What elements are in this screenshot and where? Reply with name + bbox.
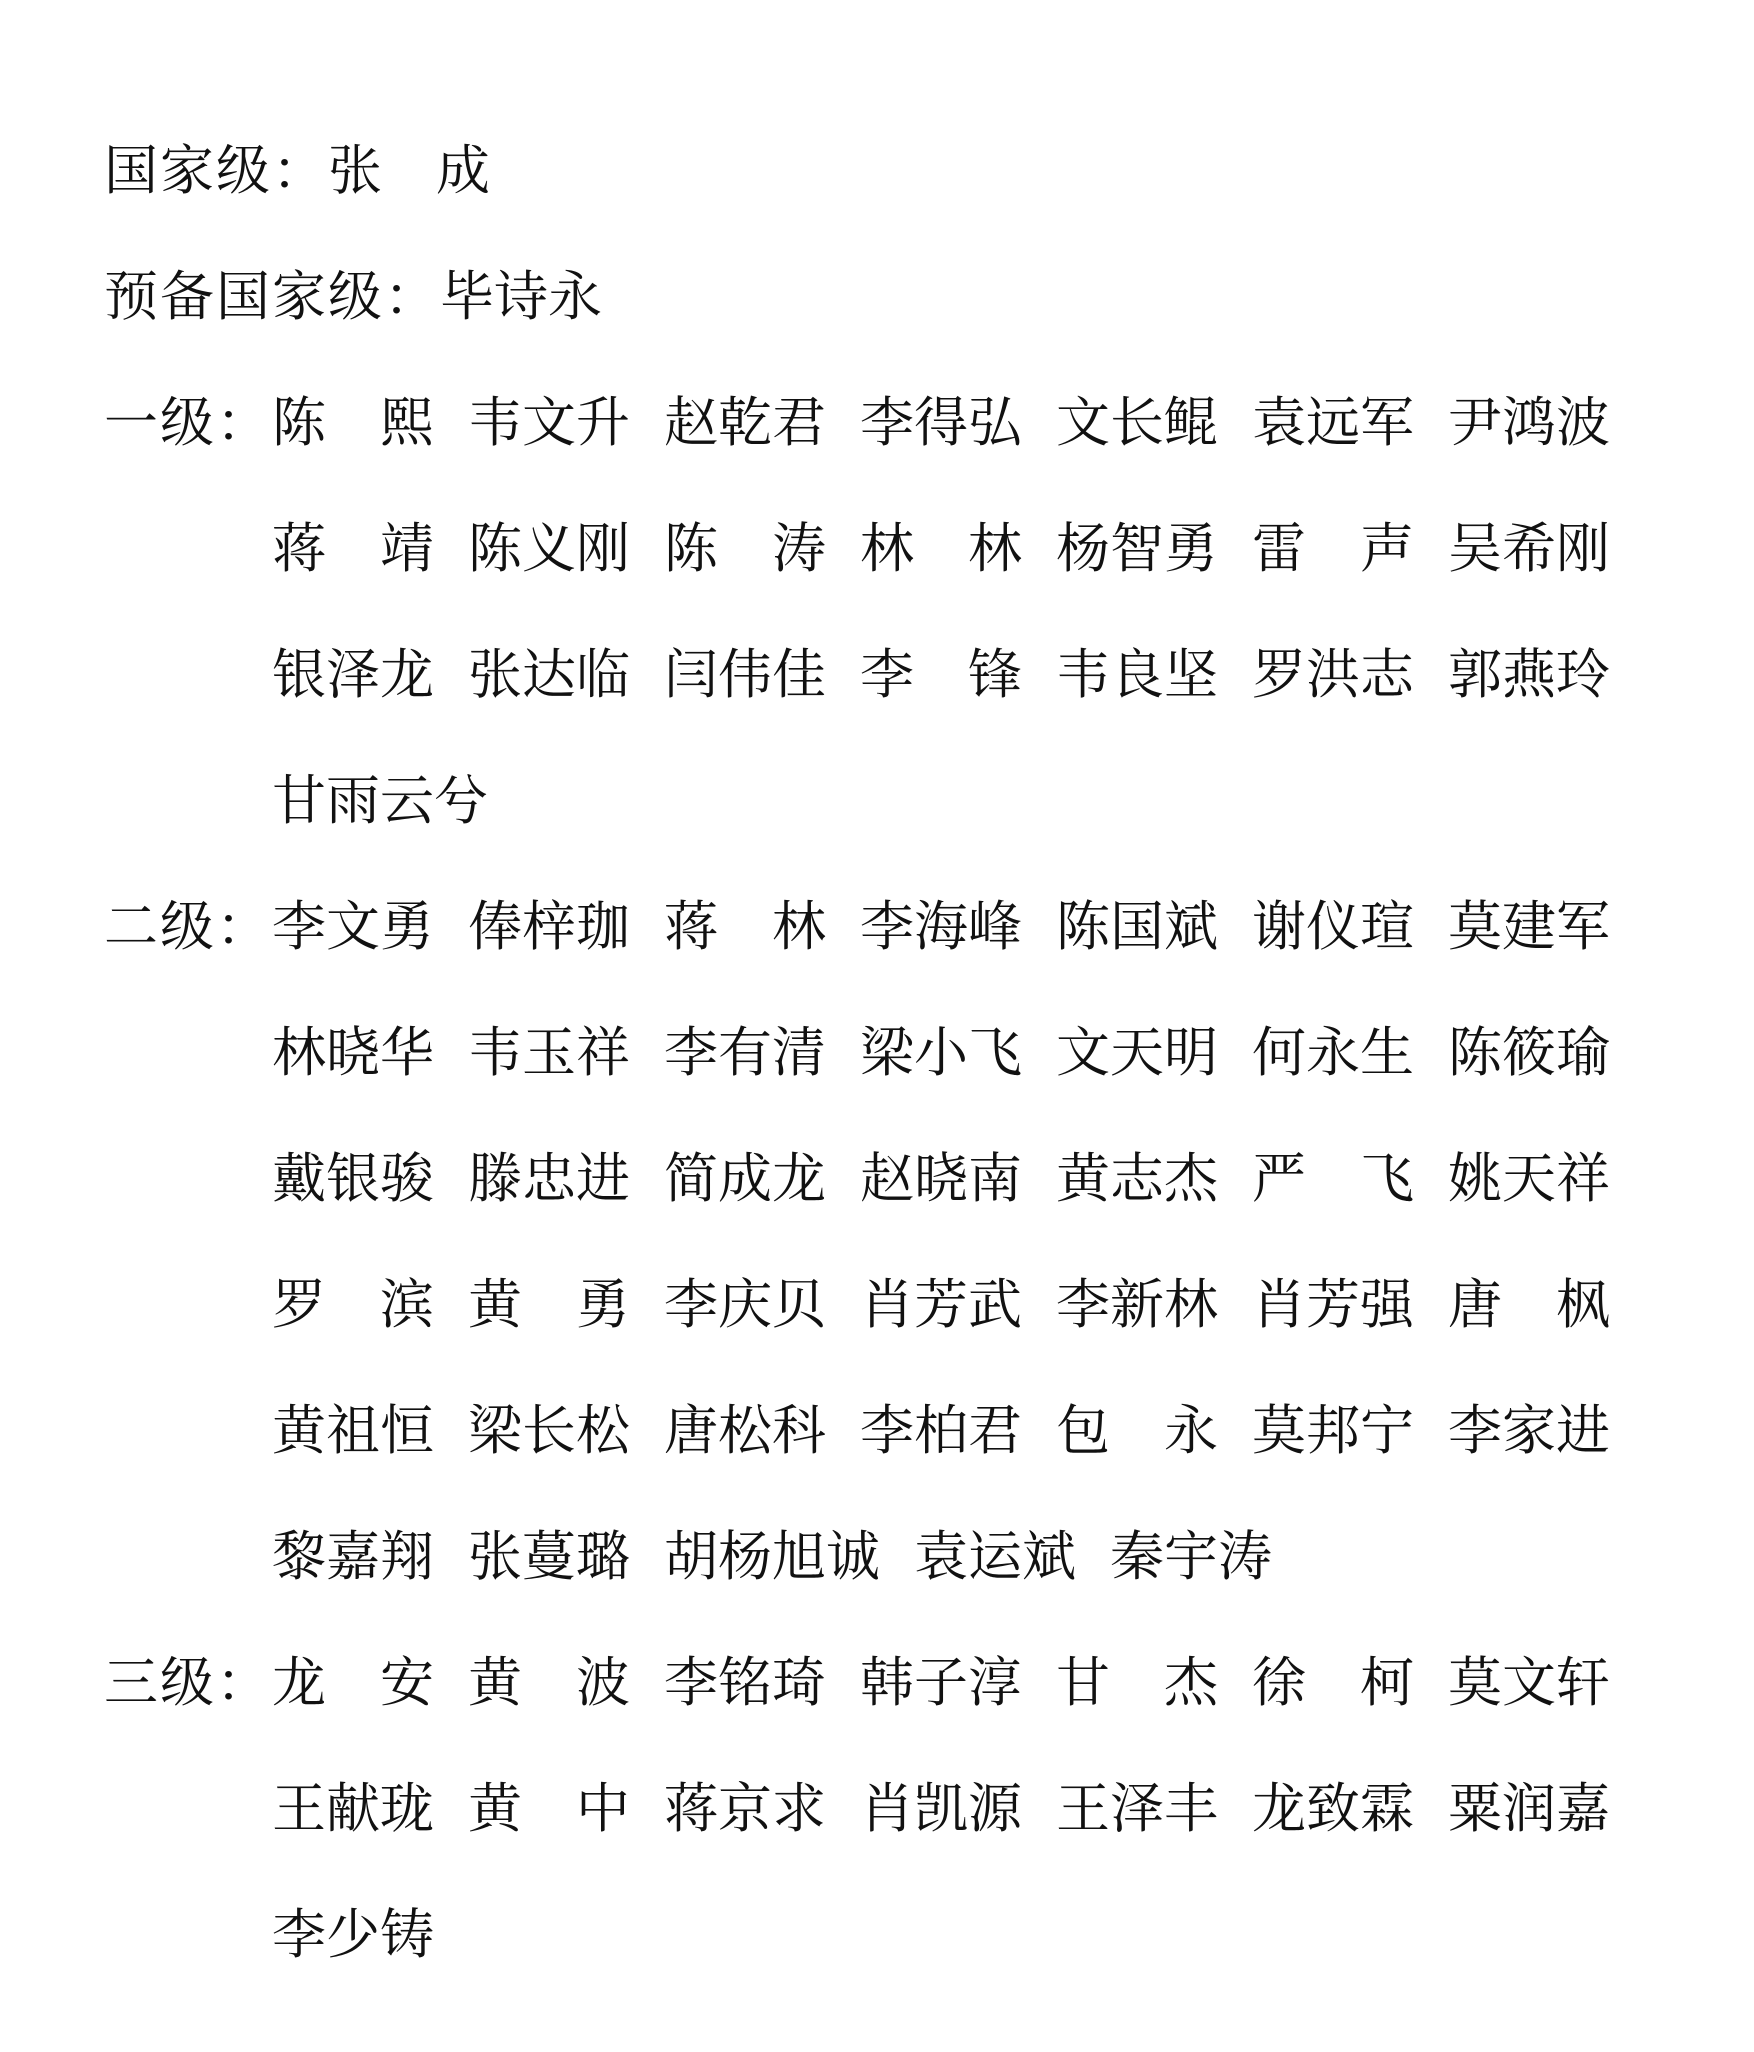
- referee-name: 李家进: [1448, 1399, 1610, 1462]
- referee-name: 何永生: [1252, 1021, 1414, 1084]
- referee-name: 赵乾君: [664, 391, 826, 454]
- referee-name: 韦玉祥: [468, 1021, 630, 1084]
- referee-name: 肖凯源: [860, 1777, 1022, 1840]
- national-value: 张 成: [328, 139, 490, 202]
- referee-name: 李柏君: [860, 1399, 1022, 1462]
- grade-row: [104, 360, 1724, 864]
- referee-name: 滕忠进: [468, 1147, 630, 1210]
- referee-name: 陈 涛: [664, 517, 826, 580]
- referee-name: 简成龙: [664, 1147, 826, 1210]
- referee-name: 尹鸿波: [1448, 391, 1610, 454]
- referee-name: 陈筱瑜: [1448, 1021, 1610, 1084]
- grade-label: 三级：: [104, 1651, 272, 1714]
- referee-name: 林 林: [860, 517, 1022, 580]
- national-row: [104, 108, 1724, 234]
- referee-name: 龙致霖: [1252, 1777, 1414, 1840]
- referee-name: 黄志杰: [1056, 1147, 1218, 1210]
- referee-name: 李文勇: [272, 895, 434, 958]
- referee-name: 肖芳武: [860, 1273, 1022, 1336]
- referee-name: 梁长松: [468, 1399, 630, 1462]
- referee-name: 莫文轩: [1448, 1651, 1610, 1714]
- referee-name: 文天明: [1056, 1021, 1218, 1084]
- referee-name: 陈义刚: [468, 517, 630, 580]
- reserve-national-label: 预备国家级：: [104, 265, 440, 328]
- referee-name: 黄 勇: [468, 1273, 630, 1336]
- referee-name: 郭燕玲: [1448, 643, 1610, 706]
- referee-name: 李 锋: [860, 643, 1022, 706]
- referee-name: 闫伟佳: [664, 643, 826, 706]
- grades-section: [104, 360, 1724, 1998]
- referee-name: 李得弘: [860, 391, 1022, 454]
- referee-name: 唐 枫: [1448, 1273, 1610, 1336]
- reserve-national-row: [104, 234, 1724, 360]
- referee-name: 杨智勇: [1056, 517, 1218, 580]
- referee-name: 张达临: [468, 643, 630, 706]
- referee-name: 徐 柯: [1252, 1651, 1414, 1714]
- referee-name: 银泽龙: [272, 643, 434, 706]
- referee-name: 黄祖恒: [272, 1399, 434, 1462]
- referee-name: 胡杨旭诚: [664, 1525, 880, 1588]
- referee-name: 严 飞: [1252, 1147, 1414, 1210]
- referee-name: 李新林: [1056, 1273, 1218, 1336]
- referee-name: 戴银骏: [272, 1147, 434, 1210]
- referee-name: 韦良坚: [1056, 643, 1218, 706]
- referee-name: 甘 杰: [1056, 1651, 1218, 1714]
- referee-name: 姚天祥: [1448, 1147, 1610, 1210]
- grade-names: [272, 1620, 1724, 1998]
- referee-name: 秦宇涛: [1110, 1525, 1272, 1588]
- grade-label: 一级：: [104, 391, 272, 454]
- referee-name: 李海峰: [860, 895, 1022, 958]
- referee-name: 李有清: [664, 1021, 826, 1084]
- referee-name: 赵晓南: [860, 1147, 1022, 1210]
- referee-name: 甘雨云兮: [272, 769, 488, 832]
- referee-name: 李少铸: [272, 1903, 434, 1966]
- referee-name: 林晓华: [272, 1021, 434, 1084]
- referee-name: 王泽丰: [1056, 1777, 1218, 1840]
- grade-names: [272, 360, 1724, 864]
- referee-name: 黄 波: [468, 1651, 630, 1714]
- referee-name: 陈国斌: [1056, 895, 1218, 958]
- grade-names: [272, 864, 1724, 1620]
- referee-name: 文长鲲: [1056, 391, 1218, 454]
- referee-name: 龙 安: [272, 1651, 434, 1714]
- referee-name: 黄 中: [468, 1777, 630, 1840]
- referee-name: 袁远军: [1252, 391, 1414, 454]
- reserve-national-value: 毕诗永: [440, 265, 602, 328]
- referee-name: 肖芳强: [1252, 1273, 1414, 1336]
- referee-name: 雷 声: [1252, 517, 1414, 580]
- referee-name: 梁小飞: [860, 1021, 1022, 1084]
- referee-name: 俸梓珈: [468, 895, 630, 958]
- referee-name: 谢仪瑄: [1252, 895, 1414, 958]
- referee-name: 包 永: [1056, 1399, 1218, 1462]
- referee-name: 吴希刚: [1448, 517, 1610, 580]
- referee-name: 莫建军: [1448, 895, 1610, 958]
- referee-name: 李庆贝: [664, 1273, 826, 1336]
- referee-name: 陈 熙: [272, 391, 434, 454]
- grade-row: [104, 1620, 1724, 1998]
- referee-list-document: [104, 108, 1724, 1998]
- referee-name: 蒋京求: [664, 1777, 826, 1840]
- grade-label: 二级：: [104, 895, 272, 958]
- referee-name: 袁运斌: [914, 1525, 1076, 1588]
- grade-row: [104, 864, 1724, 1620]
- referee-name: 张蔓璐: [468, 1525, 630, 1588]
- national-label: 国家级：: [104, 139, 328, 202]
- referee-name: 蒋 靖: [272, 517, 434, 580]
- referee-name: 粟润嘉: [1448, 1777, 1610, 1840]
- referee-name: 韩子淳: [860, 1651, 1022, 1714]
- referee-name: 罗 滨: [272, 1273, 434, 1336]
- referee-name: 黎嘉翔: [272, 1525, 434, 1588]
- referee-name: 莫邦宁: [1252, 1399, 1414, 1462]
- referee-name: 韦文升: [468, 391, 630, 454]
- referee-name: 王献珑: [272, 1777, 434, 1840]
- referee-name: 罗洪志: [1252, 643, 1414, 706]
- referee-name: 李铭琦: [664, 1651, 826, 1714]
- referee-name: 蒋 林: [664, 895, 826, 958]
- referee-name: 唐松科: [664, 1399, 826, 1462]
